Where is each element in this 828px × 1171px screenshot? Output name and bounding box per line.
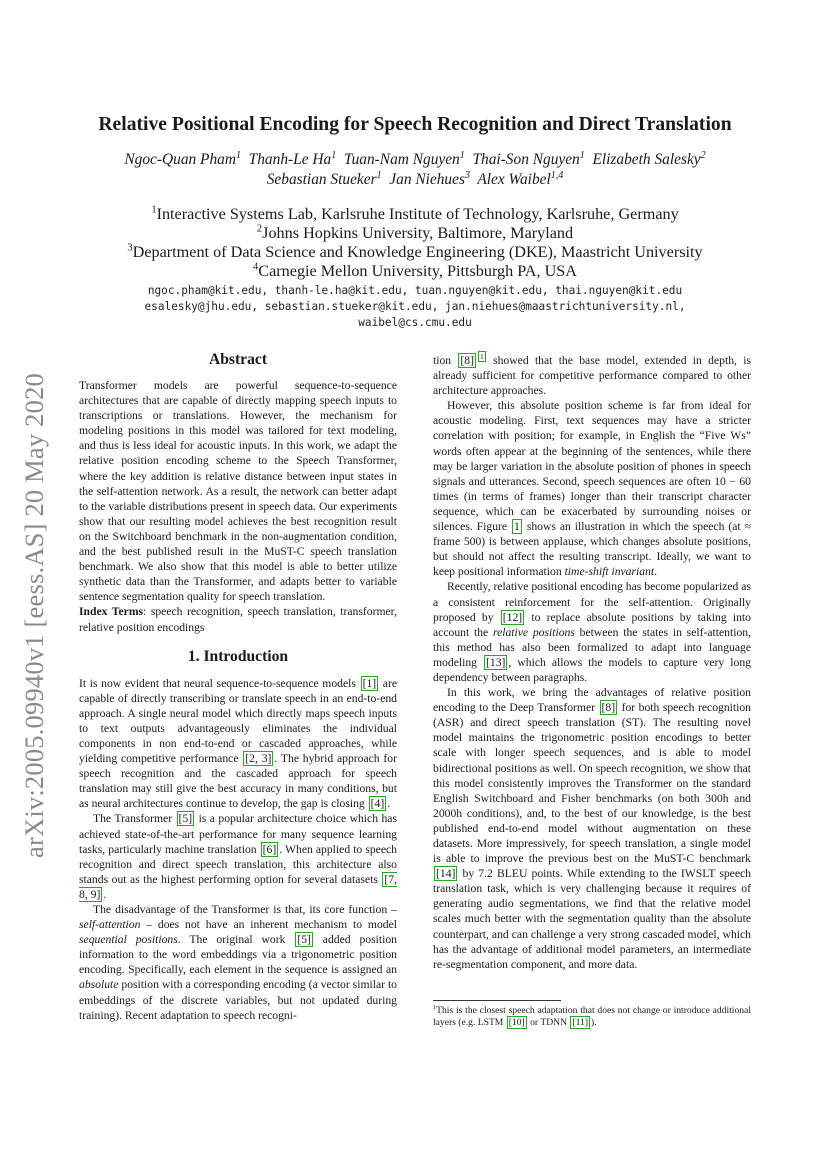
abstract-heading: Abstract	[208, 351, 268, 368]
affiliation	[60, 205, 770, 224]
author: Tuan-Nam Nguyen	[343, 151, 460, 168]
intro-paragraph-2	[79, 811, 397, 902]
author: Ngoc-Quan Pham	[124, 151, 236, 168]
author: Thai-Son Nguyen	[472, 151, 580, 168]
affiliation-mark: 1	[235, 149, 241, 161]
affiliation-mark: 3	[464, 169, 470, 181]
text-run: are capable of directly transcribing or translate speech in an end-to-end approach. A single neural model which directly maps speech inputs to text outputs advantageously eliminates the individual components in non end-to-end or cascaded approaches, while yielding competitive performance	[79, 676, 397, 766]
text-run: The Transformer	[93, 812, 176, 826]
citation-link[interactable]	[483, 656, 508, 669]
text-run: , which allows the models to capture very long dependency between paragraphs.	[433, 655, 751, 684]
affiliation-text: Johns Hopkins University, Baltimore, Maryland	[262, 224, 574, 242]
affiliation-mark: 1	[579, 149, 585, 161]
text-run: In this work, we bring the advantages of relative position encoding to the Deep Transformer	[433, 686, 751, 715]
affiliation-mark: 4	[253, 261, 259, 273]
intro-paragraph-3	[79, 902, 397, 1023]
affiliation-mark: 1	[376, 169, 382, 181]
email-list	[60, 283, 770, 331]
text-run: . When applied to speech recognition and direct speech translation, this architecture also stands out as the highest performing option for several datasets	[79, 842, 397, 886]
text-run: It is now evident that neural sequence-to-sequence models	[79, 676, 360, 690]
email-line[interactable]: esalesky@jhu.edu, sebastian.stueker@kit.edu, jan.niehues@maastrichtuniversity.nl,	[144, 300, 686, 313]
intro-paragraph-6	[433, 685, 751, 972]
text-run: . The original work	[177, 933, 295, 947]
index-terms	[79, 604, 397, 634]
text-run: .	[103, 887, 107, 901]
footnote-mark: 1	[433, 1003, 437, 1011]
text-run: position with a corresponding encoding (a vector similar to embeddings of the discrete variables, but not updated during training). Recent adaptation to speech recogni-	[79, 978, 397, 1022]
citation-text: [2, 3]	[245, 752, 272, 766]
citation-text: [11]	[572, 1017, 589, 1029]
text-run: Recently, relative positional encoding has become popularized as a consistent reinforcement for the self-attention. Originally proposed by	[433, 580, 751, 624]
figure-ref-text: 1	[514, 520, 520, 534]
citation-text: [8]	[460, 354, 474, 367]
citation-link[interactable]	[242, 752, 274, 765]
emphasis-text: absolute	[79, 978, 119, 992]
footnote-divider	[433, 1000, 561, 1001]
affiliation-text: Interactive Systems Lab, Karlsruhe Institute of Technology, Karlsruhe, Germany	[156, 205, 679, 223]
paper-title: Relative Positional Encoding for Speech Recognition and Direct Translation	[98, 114, 732, 135]
citation-text: [5]	[178, 812, 193, 826]
abstract-body: Transformer models are powerful sequence-to-sequence architectures that are capable of directly mapping speech inputs to transcriptions or translations. However, the mechanism for modeling positions in this model was tailored for text modeling, and thus is less ideal for acoustic inputs. In this work, we adapt the relative position encoding scheme to the Speech Transformer, where the key addition is relative distance between input states in the self-attention network. As a result, the network can better adapt to the variable distributions present in speech data. Our experiments show that our resulting model achieves the best recognition result on the Switchboard benchmark in the non-augmentation condition, and the best published result in the MuST-C speech translation benchmark. We also show that this model is able to better utilize synthetic data than the Transformer, and adapts better to variable sentence segmentation quality for speech translation.	[79, 379, 397, 604]
text-run: is a popular architecture choice which has achieved state-of-the-art performance for many sequence learning tasks, particularly machine translation	[79, 812, 397, 856]
text-run: . The hybrid approach for speech recognition and the cascaded approach for speech translation may still give the best accuracy in many conditions, but as neural architectures continue to develop, the gap is closing	[79, 752, 397, 811]
left-column	[79, 350, 397, 1023]
affiliation-text: Carnegie Mellon University, Pittsburgh PA, USA	[258, 262, 577, 280]
citation-link[interactable]	[506, 1017, 528, 1028]
author: Alex Waibel	[477, 171, 551, 188]
citation-text: [6]	[262, 842, 277, 856]
text-run: However, this absolute position scheme is far from ideal for acoustic modeling. First, text sequences may have a stricter correlation with position; for example, in English the “Five Ws” words often appear at the beginning of the sentences, while there may be larger variation in the absolute position of phones in speech signals and utterances. Second, speech sequences are often 10 − 60 times (in terms of frames) longer than their transcript character sequence, which can be exacerbated by surrounding noises or silences. Figure	[433, 399, 751, 534]
text-run: ).	[591, 1017, 597, 1029]
introduction-heading: 1. Introduction	[187, 647, 289, 665]
footnote-marker-text: 1	[480, 352, 484, 362]
author: Sebastian Stueker	[266, 171, 377, 188]
citation-link[interactable]	[457, 354, 477, 367]
intro-paragraph-4	[433, 398, 751, 579]
text-run: The disadvantage of the Transformer is that, its core function –	[93, 903, 397, 916]
author-line-2	[60, 170, 770, 190]
citation-link[interactable]	[176, 812, 196, 825]
citation-text: [8]	[601, 701, 616, 715]
email-line[interactable]: waibel@cs.cmu.edu	[358, 316, 472, 329]
citation-link[interactable]	[294, 933, 314, 946]
citation-link[interactable]	[368, 797, 391, 811]
text-run: This is the closest speech adaptation that does not change or introduce additional layers (e.g. LSTM	[433, 1005, 751, 1029]
text-run: added position information to the word embeddings via a trigonometric position encoding. Specifically, each element in the sequence is assigned an	[79, 933, 397, 977]
emphasis-text: self-attention	[79, 918, 141, 932]
text-run: between the states in self-attention, this method has also been formalized to adapt into language modeling	[433, 625, 751, 669]
author: Thanh-Le Ha	[248, 151, 332, 168]
citation-text: [13]	[486, 655, 506, 669]
abstract-text	[79, 378, 397, 604]
citation-link[interactable]	[599, 701, 619, 714]
affiliation-list	[60, 205, 770, 281]
text-run: showed that the base model, extended in depth, is already sufficient for competitive performance compared to other architecture approaches.	[433, 354, 751, 398]
affiliation-mark: 3	[127, 242, 133, 254]
citation-text: [12]	[502, 610, 523, 624]
citation-text: [14]	[436, 867, 456, 881]
text-run: .	[654, 565, 658, 579]
email-line[interactable]: ngoc.pham@kit.edu, thanh-le.ha@kit.edu, tuan.nguyen@kit.edu, thai.nguyen@kit.edu	[147, 284, 683, 297]
affiliation-mark: 2	[700, 149, 706, 161]
footnote	[433, 1005, 751, 1030]
intro-paragraph-3-continued	[433, 353, 751, 398]
citation-link[interactable]	[500, 611, 525, 624]
citation-text: [7, 8, 9]	[79, 872, 397, 901]
text-run: for both speech recognition (ASR) and direct speech translation (ST). The resulting novel model maintains the trigonometric position encodings to better scale with longer speech sequences, and is able to model bidirectional positions as well. On speech recognition, we show that this model consistently improves the Transformer on the standard English Switchboard and Fisher benchmarks (on both 300h and 2000h conditions), and, to the best of our knowledge, is the best published end-to-end model without augmentation on these datasets. More impressively, for speech translation, a single model is able to improve the previous best on the MuST-C benchmark	[433, 701, 751, 866]
text-run: – does not have an inherent mechanism to model	[140, 918, 397, 932]
citation-link[interactable]	[260, 843, 280, 856]
figure-link[interactable]	[511, 520, 523, 533]
text-run: tion	[433, 354, 458, 367]
text-run: to replace absolute positions by taking into account the	[433, 610, 751, 639]
arxiv-stamp	[14, 350, 54, 880]
right-column	[433, 353, 751, 972]
author: Elizabeth Salesky	[592, 151, 701, 168]
affiliation-mark: 1	[331, 149, 337, 161]
emphasis-text: sequential positions	[79, 933, 178, 947]
affiliation	[60, 224, 770, 243]
citation-link[interactable]	[360, 677, 380, 690]
citation-link[interactable]	[433, 867, 458, 880]
text-run: or TDNN	[527, 1017, 570, 1029]
emphasis-text: time-shift invariant	[564, 565, 655, 579]
emphasis-text: relative positions	[492, 625, 575, 639]
citation-link[interactable]	[569, 1017, 591, 1028]
author-line-1	[60, 150, 770, 170]
author: Jan Niehues	[389, 171, 465, 188]
affiliation	[60, 262, 770, 281]
citation-text: [4]	[370, 797, 385, 811]
text-run: shows an illustration in which the speech (at ≈ frame 500) is between applause, which changes absolute positions, but should not affect the resulting transcript. Ideally, we want to keep positional information	[433, 520, 751, 579]
affiliation	[60, 243, 770, 262]
author-list	[60, 150, 770, 190]
footnote-marker[interactable]	[477, 352, 487, 361]
citation-text: [5]	[297, 933, 311, 947]
affiliation-text: Department of Data Science and Knowledge Engineering (DKE), Maastricht University	[132, 243, 703, 261]
citation-text: [1]	[362, 676, 377, 690]
arxiv-identifier[interactable]: arXiv:2005.09940v1 [eess.AS] 20 May 2020	[18, 372, 49, 858]
intro-paragraph-5	[433, 579, 751, 685]
affiliation-mark: 1	[459, 149, 465, 161]
intro-paragraph-1	[79, 676, 397, 812]
affiliation-mark: 1	[151, 204, 157, 216]
index-terms-label: Index Terms	[79, 605, 144, 619]
text-run: by 7.2 BLEU points. While extending to the IWSLT speech translation task, which is very challenging because it requires of generating audio segmentations, we find that the relative model scales much better with the segmentation quality than the absolute counterpart, and can challenge a very strong cascaded model, which has the advantage of additional model parameters, an intermediate re-segmentation component, and more data.	[433, 867, 751, 971]
citation-text: [10]	[508, 1017, 525, 1029]
text-run: .	[387, 797, 391, 811]
affiliation-mark: 2	[256, 223, 263, 235]
index-terms-text: : speech recognition, speech translation, transformer, relative position encodings	[79, 605, 397, 634]
affiliation-mark: 1,4	[550, 169, 564, 181]
